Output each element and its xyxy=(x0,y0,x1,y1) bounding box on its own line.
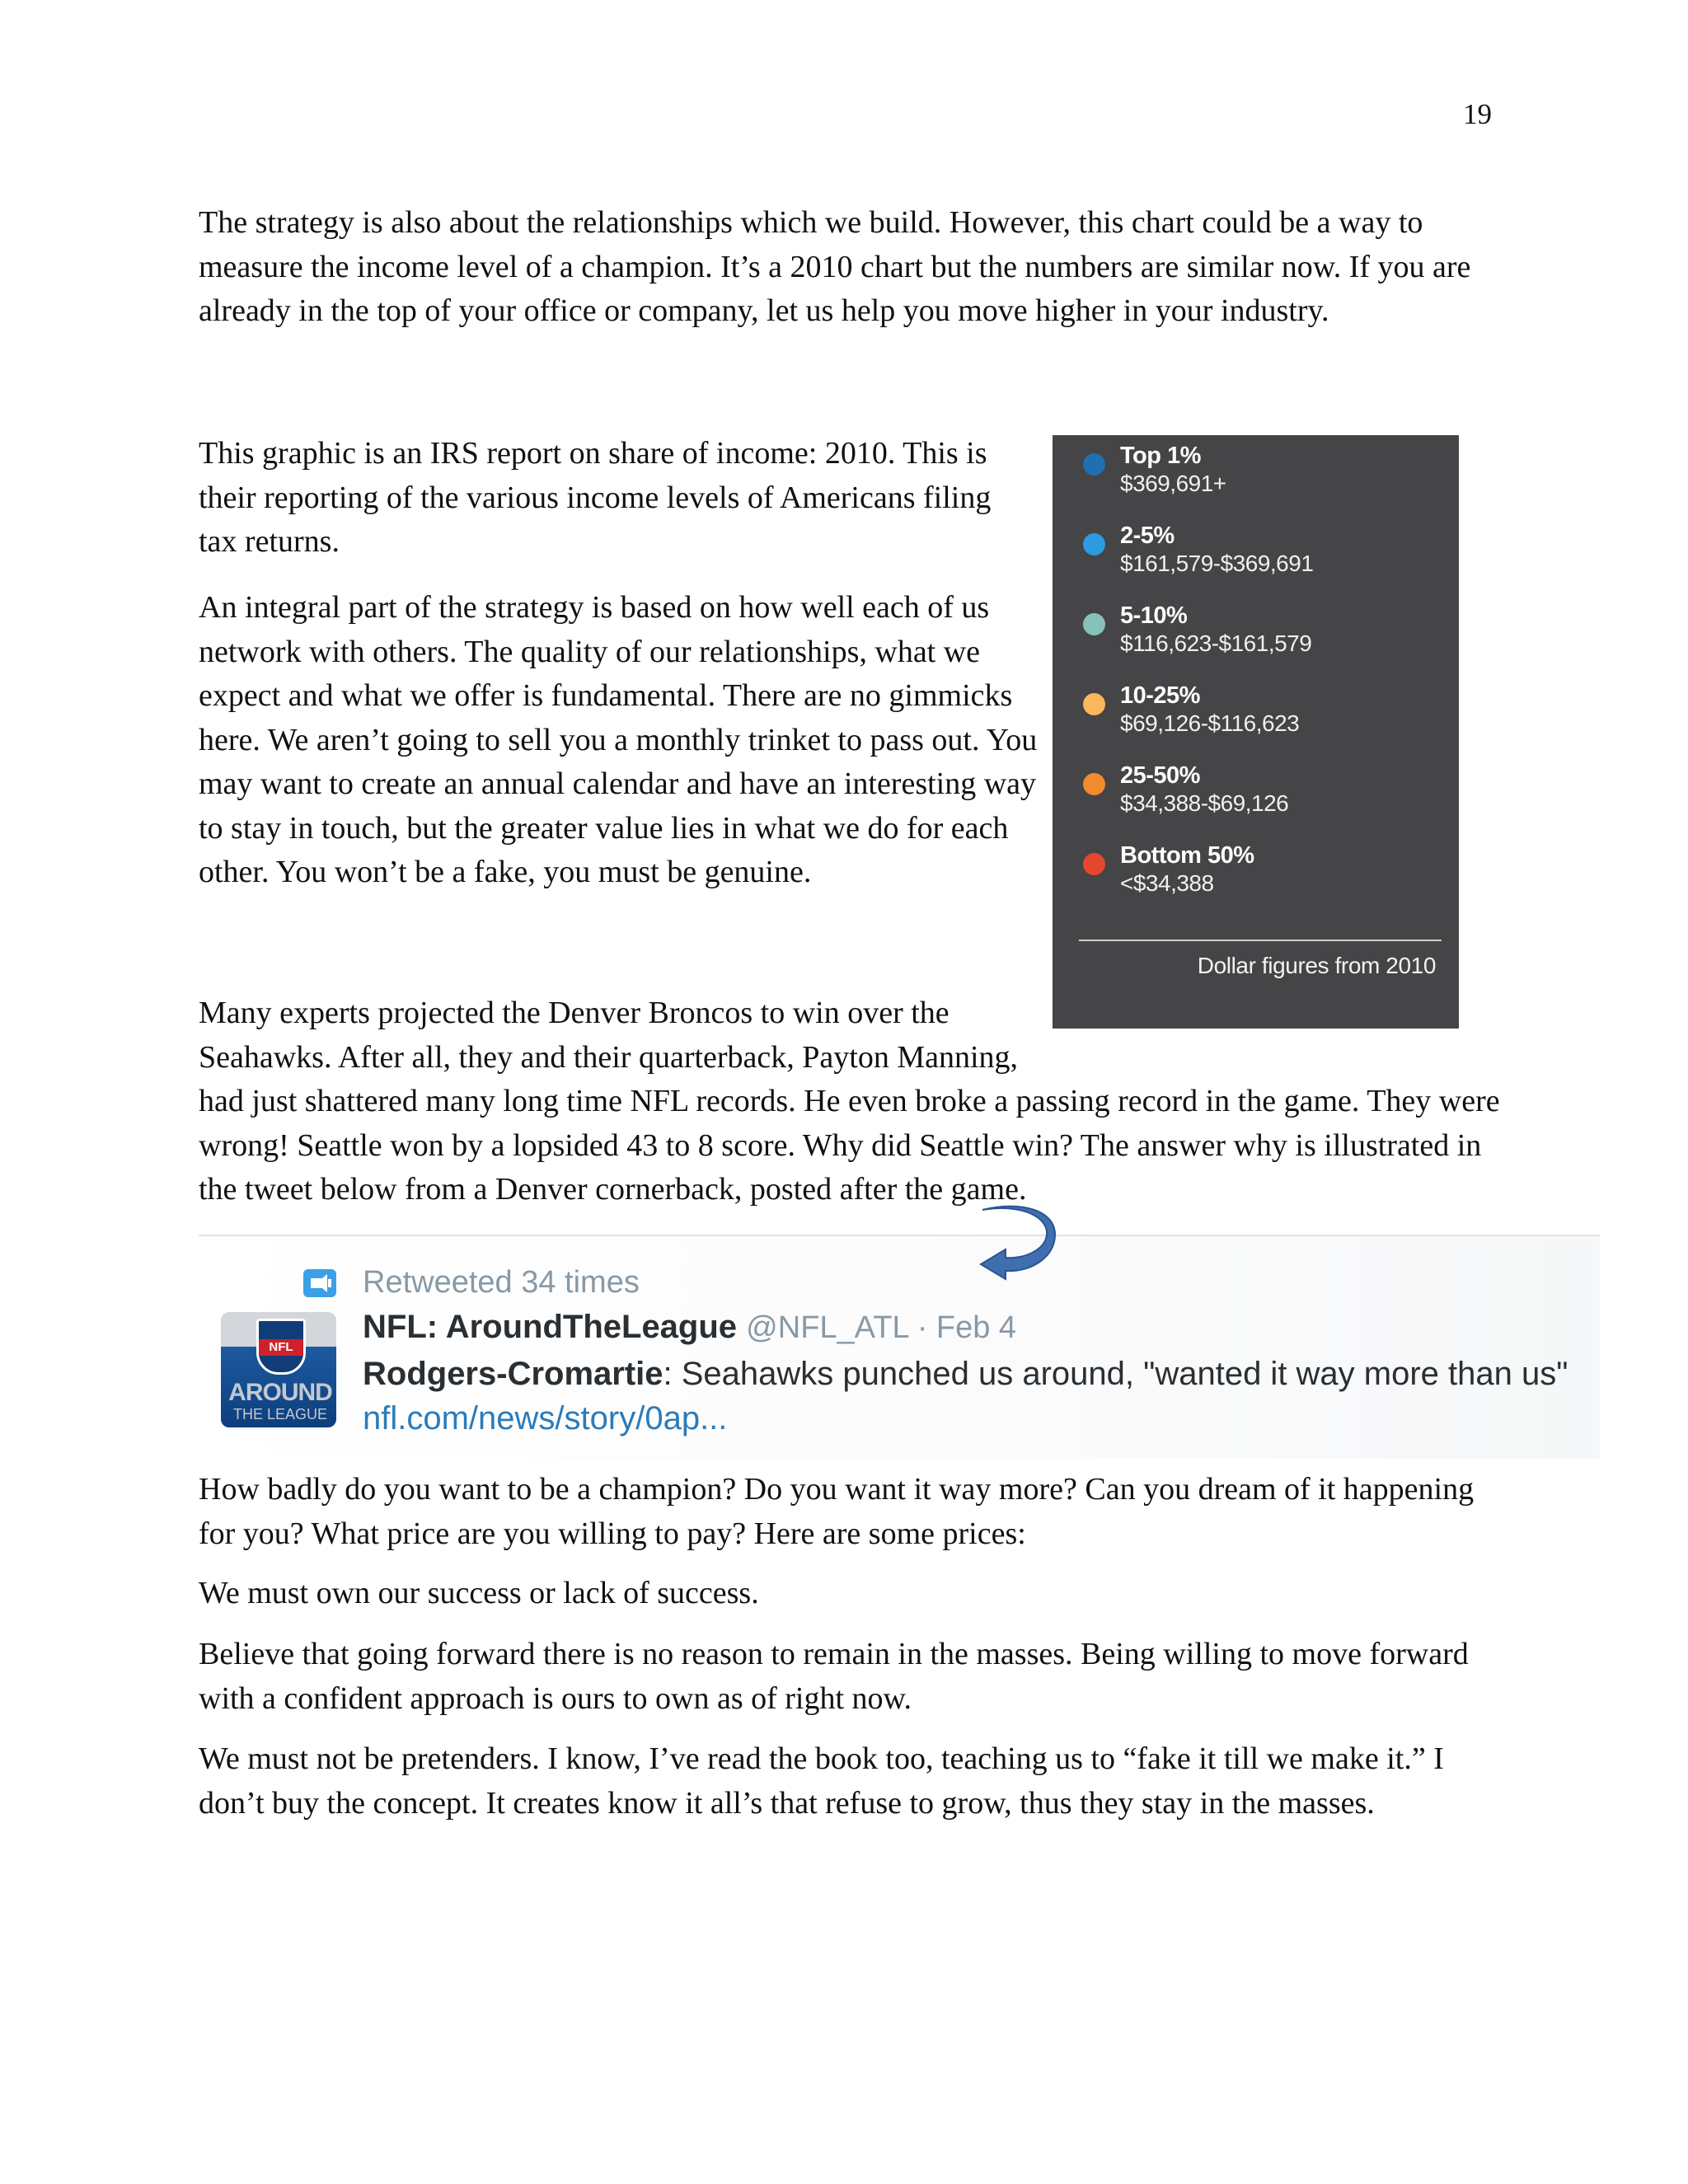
irs-legend-item xyxy=(1053,762,1459,836)
irs-legend-label: 5-10% xyxy=(1120,602,1188,629)
paragraph-networking: An integral part of the strategy is based on how well each of us network with others. The quality of our relationships, what we expect and what we offer is fundamental. There are no gimmicks here. We aren’t going to sell you a monthly trinket to pass out. You may want to create an annual calendar and have an interesting way to stay in touch, but the greater value lies in what we do for each other. You won’t be a fake, you must be genuine. xyxy=(199,590,1038,889)
legend-dot-icon xyxy=(1083,773,1105,795)
legend-dot-icon xyxy=(1083,693,1105,715)
irs-legend-range: $69,126-$116,623 xyxy=(1120,710,1300,736)
nfl-avatar[interactable]: NFL AROUND THE LEAGUE xyxy=(221,1312,336,1427)
paragraph-broncos-text: Many experts projected the Denver Broncos to win over the Seahawks. After all, they and their quarterback, Payton Manning, had just shattered many long time NFL records. He even broke a passing record in the game. They were wrong! Seattle won by a lopsided 43 to 8 score. Why did Seattle win? The answer why is illustrated in the tweet below from a Denver cornerback, posted after the game. xyxy=(199,996,1500,1207)
tweet-account[interactable] xyxy=(363,1307,1016,1347)
paragraph-champion-question: How badly do you want to be a champion? Do you want it way more? Can you dream of it happening for you? What price are you willing to pay? Here are some prices: xyxy=(199,1472,1475,1551)
irs-legend-footer: Dollar figures from 2010 xyxy=(1197,953,1436,978)
legend-dot-icon xyxy=(1083,453,1105,476)
irs-legend-label: 2-5% xyxy=(1120,523,1175,549)
irs-income-legend xyxy=(1053,435,1459,1029)
irs-legend-item xyxy=(1053,841,1459,916)
irs-legend-range: $34,388-$69,126 xyxy=(1120,790,1289,816)
tweet-account-name[interactable]: NFL: AroundTheLeague xyxy=(363,1309,738,1345)
tweet-text xyxy=(363,1352,1591,1441)
paragraph-believe: Believe that going forward there is no reason to remain in the masses. Being willing to move forward with a confident approach is ours to own as of right now. xyxy=(199,1637,1469,1716)
legend-dot-icon xyxy=(1083,533,1105,555)
irs-legend-label: 25-50% xyxy=(1120,762,1200,789)
irs-legend-item xyxy=(1053,602,1459,676)
irs-legend-range: $369,691+ xyxy=(1120,471,1226,496)
legend-dot-icon xyxy=(1083,853,1105,875)
irs-legend-label: Bottom 50% xyxy=(1120,842,1254,869)
tweet-handle-date[interactable]: @NFL_ATL · Feb 4 xyxy=(746,1310,1017,1345)
tweet-link[interactable]: nfl.com/news/story/0ap... xyxy=(363,1400,728,1436)
tweet-card xyxy=(214,1261,1599,1451)
retweet-count: Retweeted 34 times xyxy=(363,1265,640,1300)
tweet-quoted-author: Rodgers-Cromartie xyxy=(363,1356,663,1392)
irs-legend-item xyxy=(1053,442,1459,516)
irs-legend-item xyxy=(1053,682,1459,756)
irs-legend-label: 10-25% xyxy=(1120,682,1200,709)
paragraph-irs-description: This graphic is an IRS report on share of income: 2010. This is their reporting of the various income levels of Americans filing tax returns. xyxy=(199,436,992,559)
irs-legend-range: <$34,388 xyxy=(1120,870,1214,896)
paragraph-intro: The strategy is also about the relationships which we build. However, this chart could be a way to measure the income level of a champion. It’s a 2010 chart but the numbers are similar now. If you are already in the top of your office or company, let us help you move higher in your industry. xyxy=(199,205,1471,328)
retweet-icon xyxy=(303,1269,336,1297)
paragraph-own-success: We must own our success or lack of success. xyxy=(199,1576,759,1610)
irs-legend-item xyxy=(1053,522,1459,596)
page-number: 19 xyxy=(1463,98,1492,130)
tweet-quote: : Seahawks punched us around, "wanted it way more than us" xyxy=(663,1356,1568,1392)
irs-legend-range: $116,623-$161,579 xyxy=(1120,630,1312,656)
paragraph-pretenders: We must not be pretenders. I know, I’ve read the book too, teaching us to “fake it till we make it.” I don’t buy the concept. It creates know it all’s that refuse to grow, thus they stay in the masses. xyxy=(199,1741,1444,1821)
irs-legend-divider xyxy=(1079,940,1442,941)
irs-legend-label: Top 1% xyxy=(1120,443,1201,469)
legend-dot-icon xyxy=(1083,613,1105,635)
nfl-shield-icon: NFL xyxy=(256,1319,306,1375)
irs-legend-range: $161,579-$369,691 xyxy=(1120,551,1314,576)
